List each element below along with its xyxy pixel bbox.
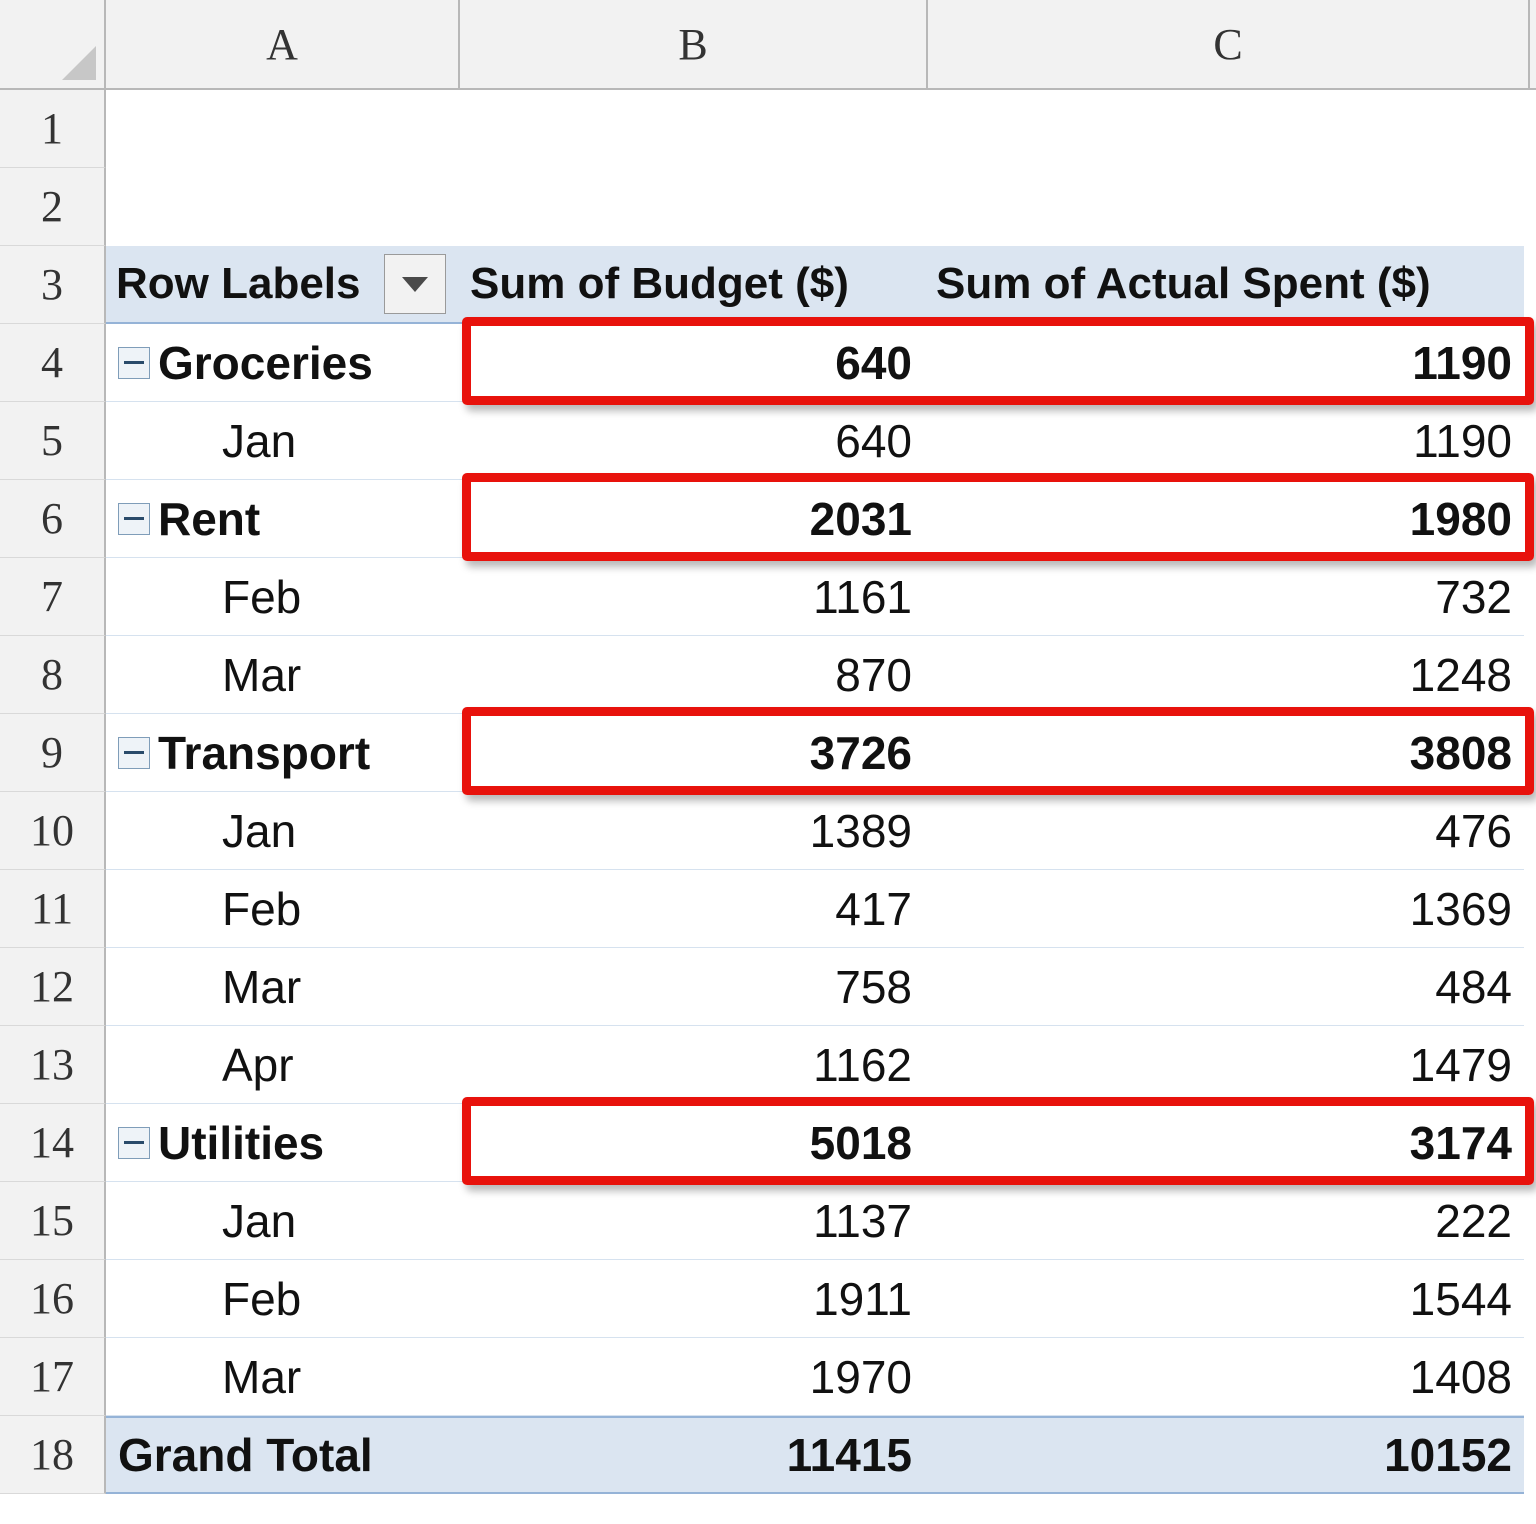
child-label-text: Feb (222, 1272, 302, 1325)
table-row (0, 1260, 1536, 1338)
cell-label-17[interactable] (106, 1338, 458, 1416)
cell-c1[interactable] (924, 90, 1524, 168)
collapse-group-icon[interactable] (118, 1127, 150, 1159)
collapse-group-icon[interactable] (118, 737, 150, 769)
table-row (0, 168, 1536, 246)
filter-dropdown-icon[interactable] (384, 254, 446, 314)
row-header-3[interactable]: 3 (0, 246, 106, 324)
cell-label-14[interactable] (106, 1104, 458, 1182)
cell-budget-5[interactable]: 640 (458, 402, 924, 480)
select-all-corner[interactable] (0, 0, 106, 88)
cell-budget-9[interactable]: 3726 (458, 714, 924, 792)
row-header-12[interactable]: 12 (0, 948, 106, 1026)
cell-row-labels-header[interactable] (106, 246, 458, 324)
group-label-text: Transport (158, 726, 371, 779)
cell-label-13[interactable] (106, 1026, 458, 1104)
cell-actual-7[interactable]: 732 (924, 558, 1524, 636)
cell-actual-8[interactable]: 1248 (924, 636, 1524, 714)
row-header-9[interactable]: 9 (0, 714, 106, 792)
row-header-15[interactable]: 15 (0, 1182, 106, 1260)
cell-budget-8[interactable]: 870 (458, 636, 924, 714)
child-label-text: Mar (222, 1350, 302, 1403)
group-label (118, 336, 373, 390)
table-row (0, 558, 1536, 636)
column-header-a[interactable]: A (106, 0, 460, 88)
cell-label-4[interactable] (106, 324, 458, 402)
column-header-b[interactable]: B (460, 0, 928, 88)
group-label-text: Groceries (158, 336, 373, 389)
cell-actual-6[interactable]: 1980 (924, 480, 1524, 558)
row-header-16[interactable]: 16 (0, 1260, 106, 1338)
table-row (0, 1182, 1536, 1260)
child-label-text: Mar (222, 648, 302, 701)
group-label (118, 492, 260, 546)
collapse-group-icon[interactable] (118, 503, 150, 535)
cell-budget-11[interactable]: 417 (458, 870, 924, 948)
column-header-c[interactable]: C (928, 0, 1530, 88)
row-header-2[interactable]: 2 (0, 168, 106, 246)
cell-label-16[interactable] (106, 1260, 458, 1338)
cell-label-5[interactable] (106, 402, 458, 480)
child-label-text: Jan (222, 414, 297, 467)
table-row (0, 792, 1536, 870)
cell-budget-12[interactable]: 758 (458, 948, 924, 1026)
row-header-1[interactable]: 1 (0, 90, 106, 168)
table-row (0, 870, 1536, 948)
cell-c2[interactable] (924, 168, 1524, 246)
cell-budget-14[interactable]: 5018 (458, 1104, 924, 1182)
cell-budget-16[interactable]: 1911 (458, 1260, 924, 1338)
cell-actual-10[interactable]: 476 (924, 792, 1524, 870)
cell-b1[interactable] (458, 90, 924, 168)
table-row (0, 948, 1536, 1026)
cell-budget-10[interactable]: 1389 (458, 792, 924, 870)
table-row (0, 1338, 1536, 1416)
cell-actual-13[interactable]: 1479 (924, 1026, 1524, 1104)
table-row (0, 636, 1536, 714)
child-label-text: Feb (222, 882, 302, 935)
cell-budget-15[interactable]: 1137 (458, 1182, 924, 1260)
group-label (118, 726, 370, 780)
table-row (0, 324, 1536, 402)
row-header-10[interactable]: 10 (0, 792, 106, 870)
group-label (118, 1116, 324, 1170)
row-header-13[interactable]: 13 (0, 1026, 106, 1104)
table-row (0, 714, 1536, 792)
child-label-text: Jan (222, 1194, 297, 1247)
table-row (0, 90, 1536, 168)
cell-label-12[interactable] (106, 948, 458, 1026)
cell-actual-5[interactable]: 1190 (924, 402, 1524, 480)
cell-label-11[interactable] (106, 870, 458, 948)
cell-actual-14[interactable]: 3174 (924, 1104, 1524, 1182)
row-header-5[interactable]: 5 (0, 402, 106, 480)
row-header-6[interactable]: 6 (0, 480, 106, 558)
cell-actual-18[interactable]: 10152 (924, 1416, 1524, 1494)
table-row (0, 480, 1536, 558)
table-row (0, 1026, 1536, 1104)
cell-actual-11[interactable]: 1369 (924, 870, 1524, 948)
child-label-text: Jan (222, 804, 297, 857)
cell-label-9[interactable] (106, 714, 458, 792)
cell-a1[interactable] (106, 90, 458, 168)
cell-label-6[interactable] (106, 480, 458, 558)
cell-budget-13[interactable]: 1162 (458, 1026, 924, 1104)
child-label-text: Feb (222, 570, 302, 623)
row-header-7[interactable]: 7 (0, 558, 106, 636)
column-header-row (0, 0, 1536, 90)
cell-actual-12[interactable]: 484 (924, 948, 1524, 1026)
table-row (0, 1416, 1536, 1494)
row-header-4[interactable]: 4 (0, 324, 106, 402)
row-header-11[interactable]: 11 (0, 870, 106, 948)
cell-actual-15[interactable]: 222 (924, 1182, 1524, 1260)
row-header-17[interactable]: 17 (0, 1338, 106, 1416)
cell-actual-17[interactable]: 1408 (924, 1338, 1524, 1416)
cell-budget-18[interactable]: 11415 (458, 1416, 924, 1494)
group-label-text: Utilities (158, 1116, 325, 1169)
row-header-14[interactable]: 14 (0, 1104, 106, 1182)
table-row (0, 1104, 1536, 1182)
chevron-down-icon (402, 277, 428, 292)
cell-label-15[interactable] (106, 1182, 458, 1260)
cell-b2[interactable] (458, 168, 924, 246)
cell-budget-6[interactable]: 2031 (458, 480, 924, 558)
cell-budget-17[interactable]: 1970 (458, 1338, 924, 1416)
cell-budget-4[interactable]: 640 (458, 324, 924, 402)
cell-label-18[interactable] (106, 1416, 458, 1494)
row-labels-text: Row Labels (116, 259, 361, 308)
cell-label-10[interactable] (106, 792, 458, 870)
child-label-text: Mar (222, 960, 302, 1013)
cell-a2[interactable] (106, 168, 458, 246)
cell-budget-7[interactable]: 1161 (458, 558, 924, 636)
pivot-body (0, 324, 1536, 1494)
cell-actual-9[interactable]: 3808 (924, 714, 1524, 792)
table-row (0, 402, 1536, 480)
cell-label-7[interactable] (106, 558, 458, 636)
cell-label-8[interactable] (106, 636, 458, 714)
cell-actual-16[interactable]: 1544 (924, 1260, 1524, 1338)
collapse-group-icon[interactable] (118, 347, 150, 379)
cell-actual-header[interactable]: Sum of Actual Spent ($) (924, 246, 1524, 324)
cell-actual-4[interactable]: 1190 (924, 324, 1524, 402)
child-label-text: Apr (222, 1038, 294, 1091)
pivot-header-row (0, 246, 1536, 324)
row-header-8[interactable]: 8 (0, 636, 106, 714)
grand-total-label: Grand Total (118, 1429, 373, 1481)
row-header-18[interactable]: 18 (0, 1416, 106, 1494)
group-label-text: Rent (158, 492, 261, 545)
cell-budget-header[interactable]: Sum of Budget ($) (458, 246, 924, 324)
select-all-triangle-icon (62, 46, 96, 80)
